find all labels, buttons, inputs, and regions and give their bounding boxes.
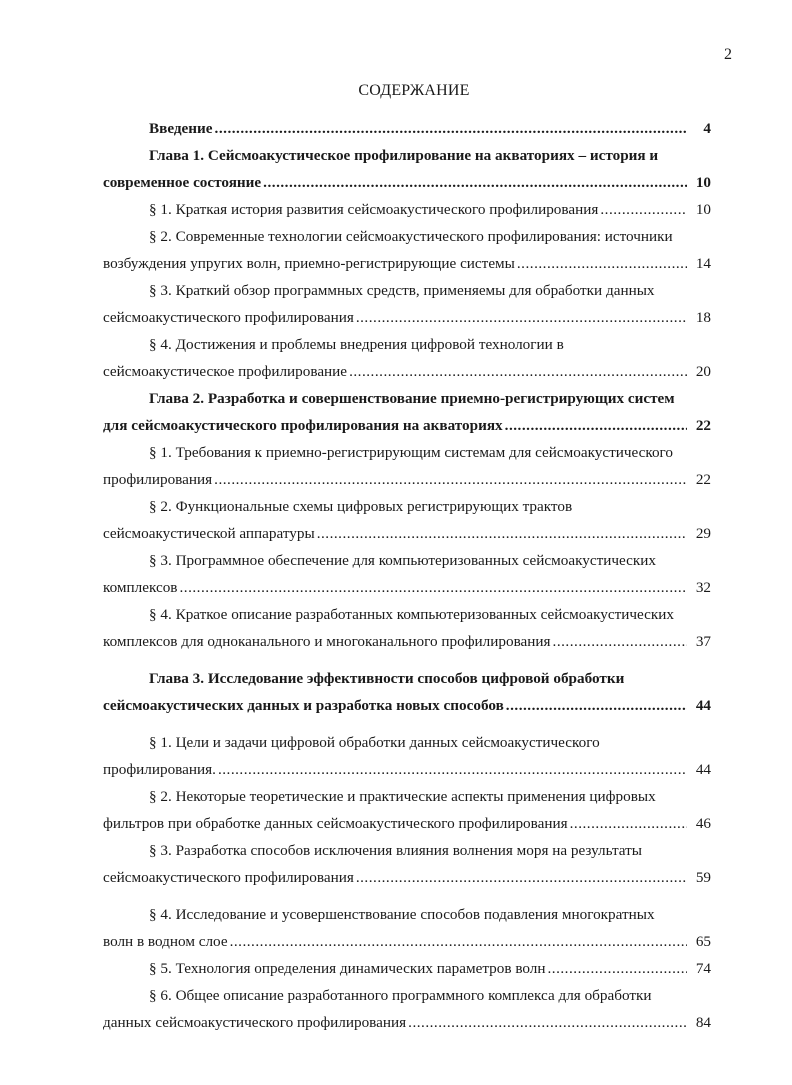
toc-entry-text: Глава 3. Исследование эффективности способов цифровой обработки [149, 670, 625, 687]
dot-leader [356, 304, 687, 331]
toc-page-number: 44 [695, 697, 711, 714]
toc-page-number: 65 [695, 933, 711, 950]
toc-entry-text: § 1. Краткая история развития сейсмоакустического профилирования [149, 201, 599, 218]
toc-entry-ch3-section-4 [103, 901, 711, 955]
toc-page-number: 22 [695, 471, 711, 488]
toc-entry-text: § 2. Функциональные схемы цифровых регистрирующих трактов [149, 498, 573, 515]
dot-leader [230, 928, 687, 955]
toc-entry-text: § 4. Достижения и проблемы внедрения цифровой технологии в [149, 336, 564, 353]
dot-leader [179, 574, 687, 601]
dot-leader [214, 466, 687, 493]
toc-entry-text: Глава 2. Разработка и совершенствование приемно-регистрирующих систем [149, 390, 675, 407]
toc-entry-text-cont: комплексов [103, 579, 178, 596]
toc-entry-text-cont: сейсмоакустической аппаратуры [103, 525, 315, 542]
toc-entry-text: § 1. Требования к приемно-регистрирующим системам для сейсмоакустического [149, 444, 673, 461]
toc-entry-text-cont: профилирования [103, 471, 213, 488]
toc-page-number: 22 [695, 417, 711, 434]
dot-leader [547, 955, 687, 982]
toc-entry-ch2-section-2 [103, 493, 711, 547]
dot-leader [408, 1009, 687, 1036]
toc-page-number: 59 [695, 869, 711, 886]
toc-entry-ch1-section-4 [103, 331, 711, 385]
dot-leader [517, 250, 687, 277]
toc-entry-chapter-2 [103, 385, 711, 439]
dot-leader [506, 692, 687, 719]
toc-page-number: 10 [695, 201, 711, 218]
toc-entry-text: § 4. Исследование и усовершенствование способов подавления многократных [149, 906, 655, 923]
toc-entry-chapter-3 [103, 665, 711, 719]
toc-entry-text-cont: возбуждения упругих волн, приемно-регистрирующие системы [103, 255, 515, 272]
dot-leader [215, 115, 687, 142]
toc-entry-text: § 5. Технология определения динамических параметров волн [149, 960, 546, 977]
toc-page-number: 29 [695, 525, 711, 542]
toc-entry-ch3-section-2 [103, 783, 711, 837]
dot-leader [349, 358, 687, 385]
toc-page-number: 14 [695, 255, 711, 272]
toc-entry-ch3-section-5 [103, 955, 711, 982]
toc-entry-text-cont: сейсмоакустического профилирования [103, 309, 354, 326]
dot-leader [356, 864, 687, 891]
page-number: 2 [724, 46, 732, 63]
toc-entry-text: § 4. Краткое описание разработанных компьютеризованных сейсмоакустических [149, 606, 674, 623]
toc-page-number: 10 [695, 174, 711, 191]
toc-entry-text: § 2. Современные технологии сейсмоакустического профилирования: источники [149, 228, 673, 245]
toc-entry-text: Глава 1. Сейсмоакустическое профилирование на акваториях – история и [149, 147, 659, 164]
toc-page-number: 44 [695, 761, 711, 778]
toc-entry-text-cont: для сейсмоакустического профилирования на акваториях [103, 417, 503, 434]
toc-entry-introduction [103, 115, 711, 142]
toc-entry-text-cont: профилирования. [103, 761, 216, 778]
toc-page-number: 32 [695, 579, 711, 596]
toc-entry-text: § 3. Разработка способов исключения влияния волнения моря на результаты [149, 842, 642, 859]
toc-entry-text: § 6. Общее описание разработанного программного комплекса для обработки [149, 987, 652, 1004]
dot-leader [570, 810, 687, 837]
toc-entry-ch2-section-4 [103, 601, 711, 655]
toc-entry-text: § 3. Краткий обзор программных средств, применяемы для обработки данных [149, 282, 655, 299]
toc-entry-text: Введение [149, 120, 213, 137]
toc-entry-ch1-section-2 [103, 223, 711, 277]
dot-leader [317, 520, 687, 547]
dot-leader [263, 169, 687, 196]
toc-entry-ch2-section-1 [103, 439, 711, 493]
toc-entry-text: § 1. Цели и задачи цифровой обработки данных сейсмоакустического [149, 734, 600, 751]
toc-entry-text-cont: данных сейсмоакустического профилирования [103, 1014, 407, 1031]
dot-leader [218, 756, 687, 783]
toc-page-number: 46 [695, 815, 711, 832]
dot-leader [600, 196, 687, 223]
toc-entry-text-cont: комплексов для одноканального и многоканального профилирования [103, 633, 551, 650]
toc-entry-ch1-section-1 [103, 196, 711, 223]
toc-page-number: 84 [695, 1014, 711, 1031]
toc-page-number: 18 [695, 309, 711, 326]
toc-entry-ch1-section-3 [103, 277, 711, 331]
dot-leader [553, 628, 687, 655]
toc-entry-text: § 3. Программное обеспечение для компьютеризованных сейсмоакустических [149, 552, 656, 569]
toc-entry-ch3-section-3 [103, 837, 711, 891]
toc-entry-ch3-section-6 [103, 982, 711, 1036]
toc-page-number: 37 [695, 633, 711, 650]
toc-entry-ch3-section-1 [103, 729, 711, 783]
toc-page-number: 4 [703, 120, 711, 137]
toc-entry-chapter-1 [103, 142, 711, 196]
toc-entry-text-cont: сейсмоакустическое профилирование [103, 363, 348, 380]
toc-entry-ch2-section-3 [103, 547, 711, 601]
toc-entry-text-cont: фильтров при обработке данных сейсмоакустического профилирования [103, 815, 568, 832]
toc-entry-text-cont: современное состояние [103, 174, 262, 191]
toc-page-number: 74 [695, 960, 711, 977]
dot-leader [505, 412, 687, 439]
page-title: СОДЕРЖАНИЕ [358, 82, 470, 99]
toc-entry-text: § 2. Некоторые теоретические и практические аспекты применения цифровых [149, 788, 656, 805]
toc-entry-text-cont: сейсмоакустического профилирования [103, 869, 354, 886]
toc-page-number: 20 [695, 363, 711, 380]
toc-entry-text-cont: волн в водном слое [103, 933, 228, 950]
table-of-contents [103, 115, 711, 1036]
toc-entry-text-cont: сейсмоакустических данных и разработка новых способов [103, 697, 504, 714]
